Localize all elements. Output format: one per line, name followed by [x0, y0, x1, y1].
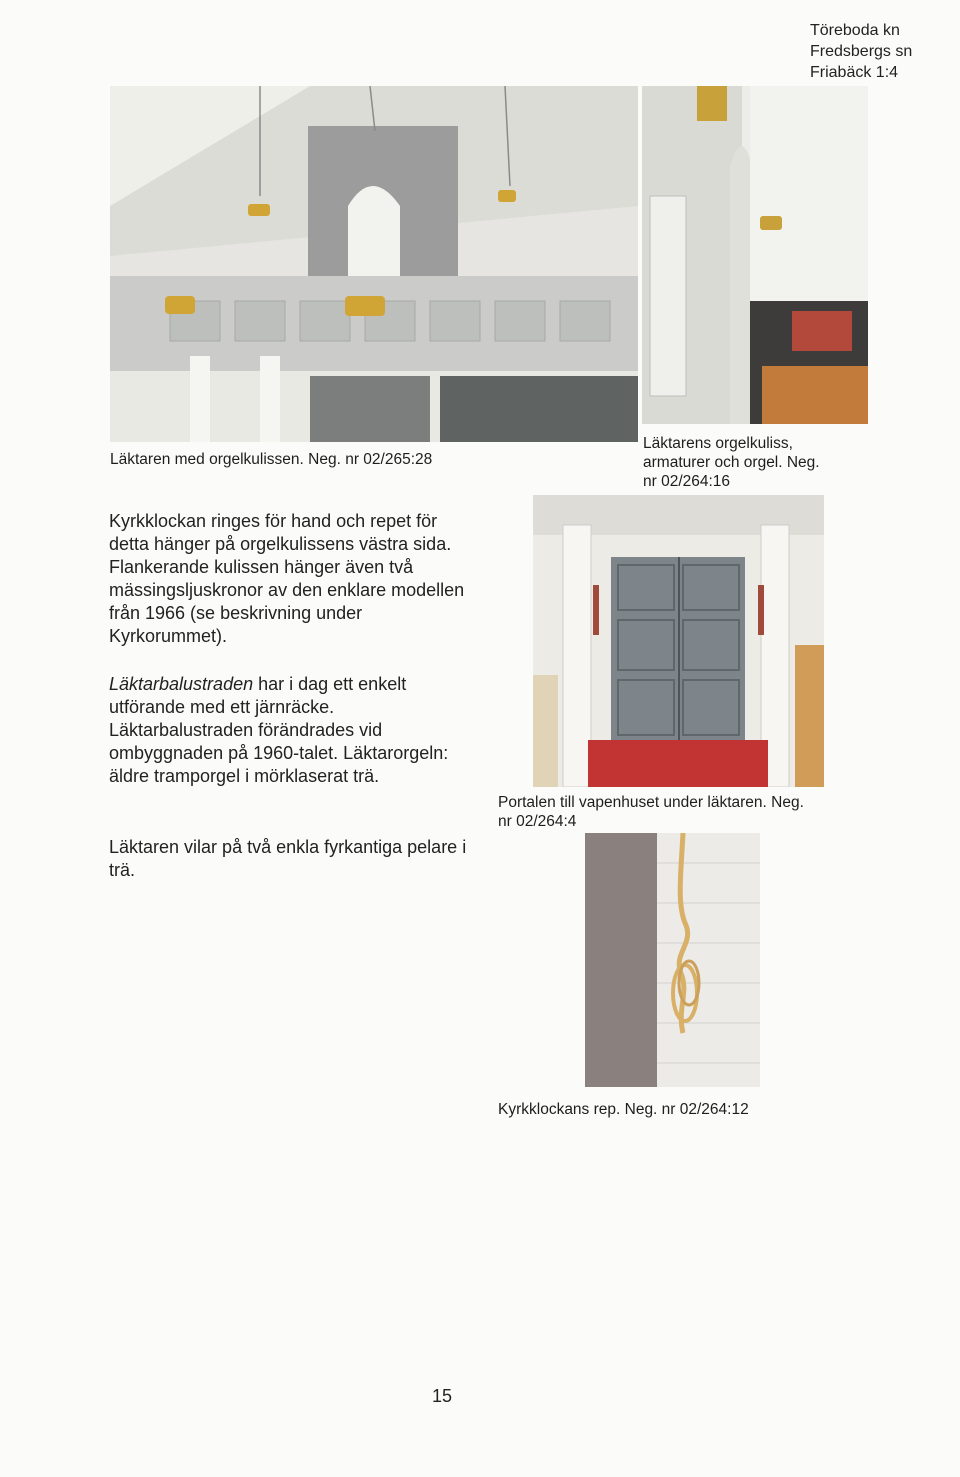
organ-wing-caption-line1: Läktarens orgelkuliss, [643, 435, 793, 452]
organ-wing-caption [643, 434, 820, 491]
page-number: 15 [432, 1386, 453, 1406]
paragraph-pillars [109, 836, 469, 882]
portal-caption-line1: Portalen till vapenhuset under läktaren. Neg. [498, 794, 804, 811]
paragraph-bell-rope [109, 510, 479, 648]
parish: Fredsbergs sn [810, 43, 913, 60]
organ-wing-photo [642, 86, 868, 424]
paragraph-3: Läktaren vilar på två enkla fyrkantiga pelare i trä. [109, 837, 467, 880]
municipality: Töreboda kn [810, 22, 900, 39]
rope-caption: Kyrkklockans rep. Neg. nr 02/264:12 [498, 1101, 749, 1118]
paragraph-balustrade [109, 673, 464, 788]
paragraph-2-body: har i dag ett enkelt utförande med ett järnräcke. Läktarbalustraden förändrades vid ombyggnaden på 1960-talet. Läktarorgeln: äldre tramporgel i mörklaserat trä. [109, 674, 449, 786]
paragraph-1: Kyrkklockan ringes för hand och repet för detta hänger på orgelkulissens västra sida. Flankerande kulissen hänger även två mässingsljuskronor av den enklare modellen från 1966 (se beskrivning under Kyrkorummet). [109, 511, 465, 646]
organ-wing-caption-line3: nr 02/264:16 [643, 473, 731, 490]
portal-photo [533, 495, 824, 787]
organ-wing-caption-line2: armaturer och orgel. Neg. [643, 454, 820, 471]
rope-photo [585, 833, 760, 1087]
portal-caption [498, 793, 804, 831]
property: Friabäck 1:4 [810, 64, 899, 81]
paragraph-2 [109, 673, 464, 788]
page-header [810, 20, 912, 83]
portal-caption-line2: nr 02/264:4 [498, 813, 577, 830]
gallery-caption: Läktaren med orgelkulissen. Neg. nr 02/265:28 [110, 451, 433, 468]
gallery-photo [110, 86, 638, 442]
paragraph-2-term: Läktarbalustraden [109, 674, 254, 694]
